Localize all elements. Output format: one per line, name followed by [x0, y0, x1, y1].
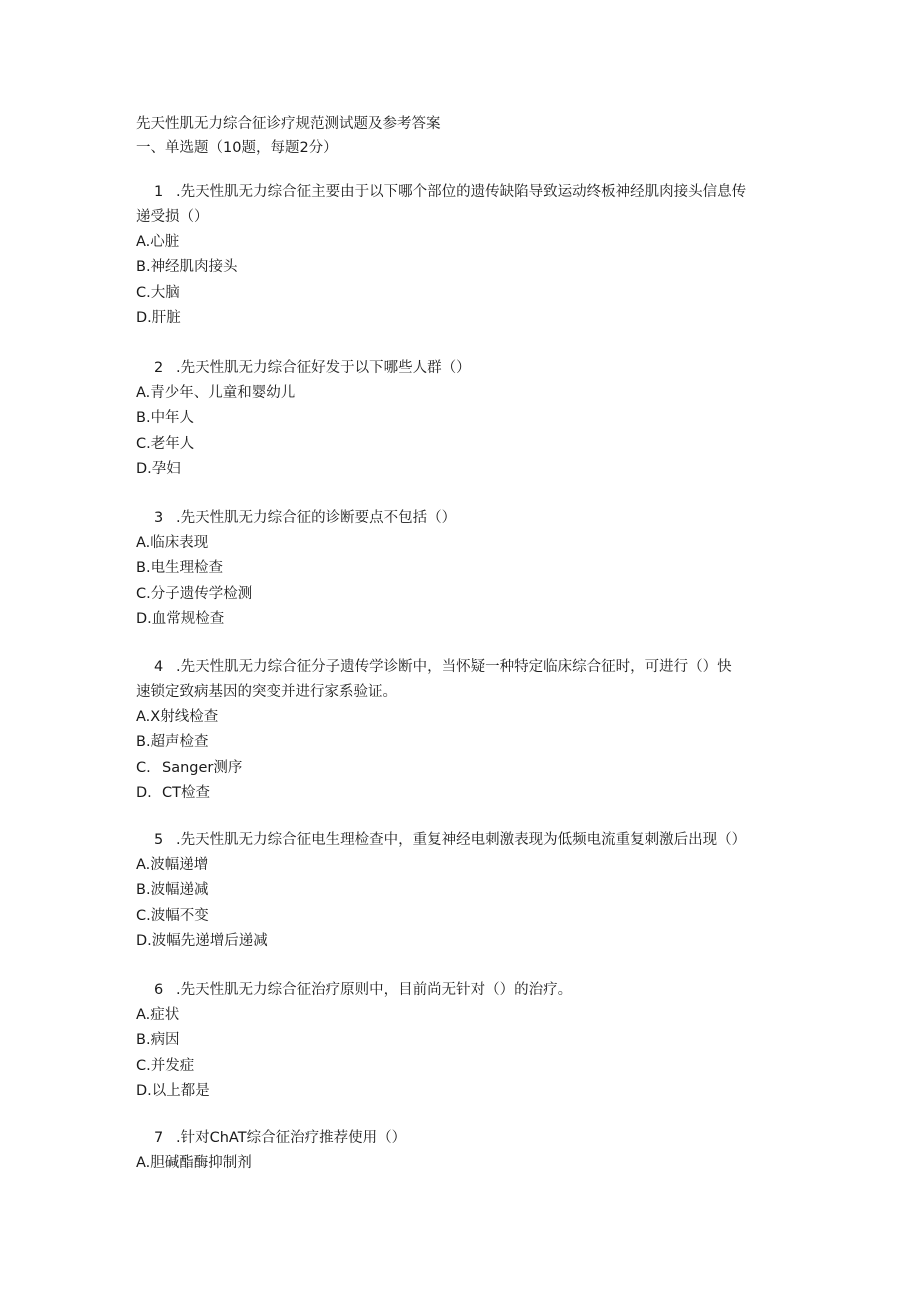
option-label: B. — [136, 734, 151, 751]
question-text-line1: .先天性肌无力综合征的诊断要点不包括（） — [176, 510, 457, 526]
option-text: 并发症 — [150, 1057, 195, 1074]
question-4 — [136, 655, 796, 806]
option-label: A. — [136, 709, 151, 725]
option-label: C. — [136, 907, 151, 924]
option-text: 以上都是 — [151, 1082, 210, 1099]
question-6 — [136, 978, 796, 1104]
option-label: D. — [136, 784, 152, 801]
option-c — [136, 756, 796, 781]
question-stem — [136, 655, 796, 705]
option-a — [136, 230, 796, 255]
question-3 — [136, 506, 796, 632]
option-d — [136, 306, 796, 331]
question-text-line1: .先天性肌无力综合征电生理检查中，重复神经电刺激表现为低频电流重复刺激后出现（） — [176, 832, 747, 848]
option-text: 青少年、儿童和婴幼儿 — [150, 385, 296, 401]
document-title: 先天性肌无力综合征诊疗规范测试题及参考答案 — [136, 116, 441, 132]
option-b — [136, 255, 796, 280]
question-text-line1: .先天性肌无力综合征分子遗传学诊断中，当怀疑一种特定临床综合征时，可进行（）快 — [176, 659, 732, 675]
option-c — [136, 281, 796, 306]
option-label: A. — [136, 1007, 151, 1023]
option-label: B. — [136, 882, 151, 899]
question-stem — [136, 180, 796, 230]
option-text: 大脑 — [150, 284, 180, 301]
question-number: 3 — [154, 510, 164, 526]
option-label: B. — [136, 1032, 151, 1049]
question-number: 7 — [154, 1130, 164, 1146]
option-text: 神经肌肉接头 — [150, 259, 238, 276]
option-text: 心脏 — [150, 234, 180, 250]
option-b — [136, 878, 796, 903]
option-d — [136, 457, 796, 482]
option-label: A. — [136, 857, 151, 873]
question-number: 5 — [154, 832, 164, 848]
option-label: D. — [136, 1082, 152, 1099]
question-7 — [136, 1126, 796, 1176]
option-label: C. — [136, 585, 151, 602]
option-a — [136, 853, 796, 878]
option-label: C. — [136, 284, 151, 301]
option-label: B. — [136, 259, 151, 276]
option-text: 波幅不变 — [150, 907, 209, 924]
option-b — [136, 556, 796, 581]
option-text: 超声检查 — [150, 734, 209, 751]
option-label: D. — [136, 932, 152, 949]
option-text: 电生理检查 — [150, 560, 224, 577]
option-text: Sanger测序 — [162, 759, 243, 776]
question-stem — [136, 356, 796, 381]
question-text-line1: .针对ChAT综合征治疗推荐使用（） — [176, 1130, 407, 1146]
option-text: 老年人 — [150, 435, 195, 452]
question-2 — [136, 356, 796, 482]
option-text: 症状 — [150, 1007, 180, 1023]
question-text-line1: .先天性肌无力综合征好发于以下哪些人群（） — [176, 360, 471, 376]
question-stem — [136, 1126, 796, 1151]
option-label: A. — [136, 385, 151, 401]
option-d — [136, 781, 796, 806]
option-c — [136, 582, 796, 607]
option-label: A. — [136, 234, 151, 250]
option-label: D. — [136, 610, 152, 627]
option-label: C. — [136, 759, 151, 776]
option-d — [136, 607, 796, 632]
option-text: 波幅递减 — [150, 882, 209, 899]
option-text: 临床表现 — [150, 535, 209, 551]
option-text: 孕妇 — [151, 460, 181, 477]
question-1 — [136, 180, 796, 331]
option-label: A. — [136, 1155, 151, 1171]
question-text-line2: 速锁定致病基因的突变并进行家系验证。 — [136, 684, 397, 700]
option-a — [136, 705, 796, 730]
question-number: 2 — [154, 360, 164, 376]
question-5 — [136, 828, 796, 954]
option-text: X射线检查 — [150, 709, 219, 725]
option-label: B. — [136, 560, 151, 577]
option-text: 肝脏 — [151, 309, 181, 326]
option-label: B. — [136, 410, 151, 427]
option-label: D. — [136, 460, 152, 477]
option-c — [136, 432, 796, 457]
option-a — [136, 531, 796, 556]
option-label: C. — [136, 1057, 151, 1074]
option-text: CT检查 — [162, 784, 210, 801]
option-b — [136, 730, 796, 755]
option-b — [136, 406, 796, 431]
question-stem — [136, 978, 796, 1003]
option-c — [136, 1054, 796, 1079]
option-d — [136, 1079, 796, 1104]
question-text-line1: .先天性肌无力综合征治疗原则中，目前尚无针对（）的治疗。 — [176, 982, 573, 998]
option-text: 病因 — [150, 1032, 180, 1049]
option-label: D. — [136, 309, 152, 326]
option-text: 波幅递增 — [150, 857, 209, 873]
option-a — [136, 1003, 796, 1028]
question-number: 4 — [154, 659, 164, 675]
question-number: 6 — [154, 982, 164, 998]
question-text-line2: 递受损（） — [136, 209, 209, 225]
question-stem — [136, 506, 796, 531]
option-text: 波幅先递增后递减 — [151, 932, 268, 949]
option-text: 胆碱酯酶抑制剂 — [150, 1155, 252, 1171]
option-label: C. — [136, 435, 151, 452]
option-a — [136, 381, 796, 406]
option-b — [136, 1028, 796, 1053]
section-heading: 一、单选题（10题，每题2分） — [136, 140, 338, 156]
option-d — [136, 929, 796, 954]
option-text: 血常规检查 — [151, 610, 225, 627]
question-number: 1 — [154, 184, 164, 200]
option-a — [136, 1151, 796, 1176]
option-text: 分子遗传学检测 — [150, 585, 253, 602]
question-stem — [136, 828, 796, 853]
option-c — [136, 904, 796, 929]
question-text-line1: .先天性肌无力综合征主要由于以下哪个部位的遗传缺陷导致运动终板神经肌肉接头信息传 — [176, 184, 747, 200]
option-label: A. — [136, 535, 151, 551]
option-text: 中年人 — [150, 410, 195, 427]
